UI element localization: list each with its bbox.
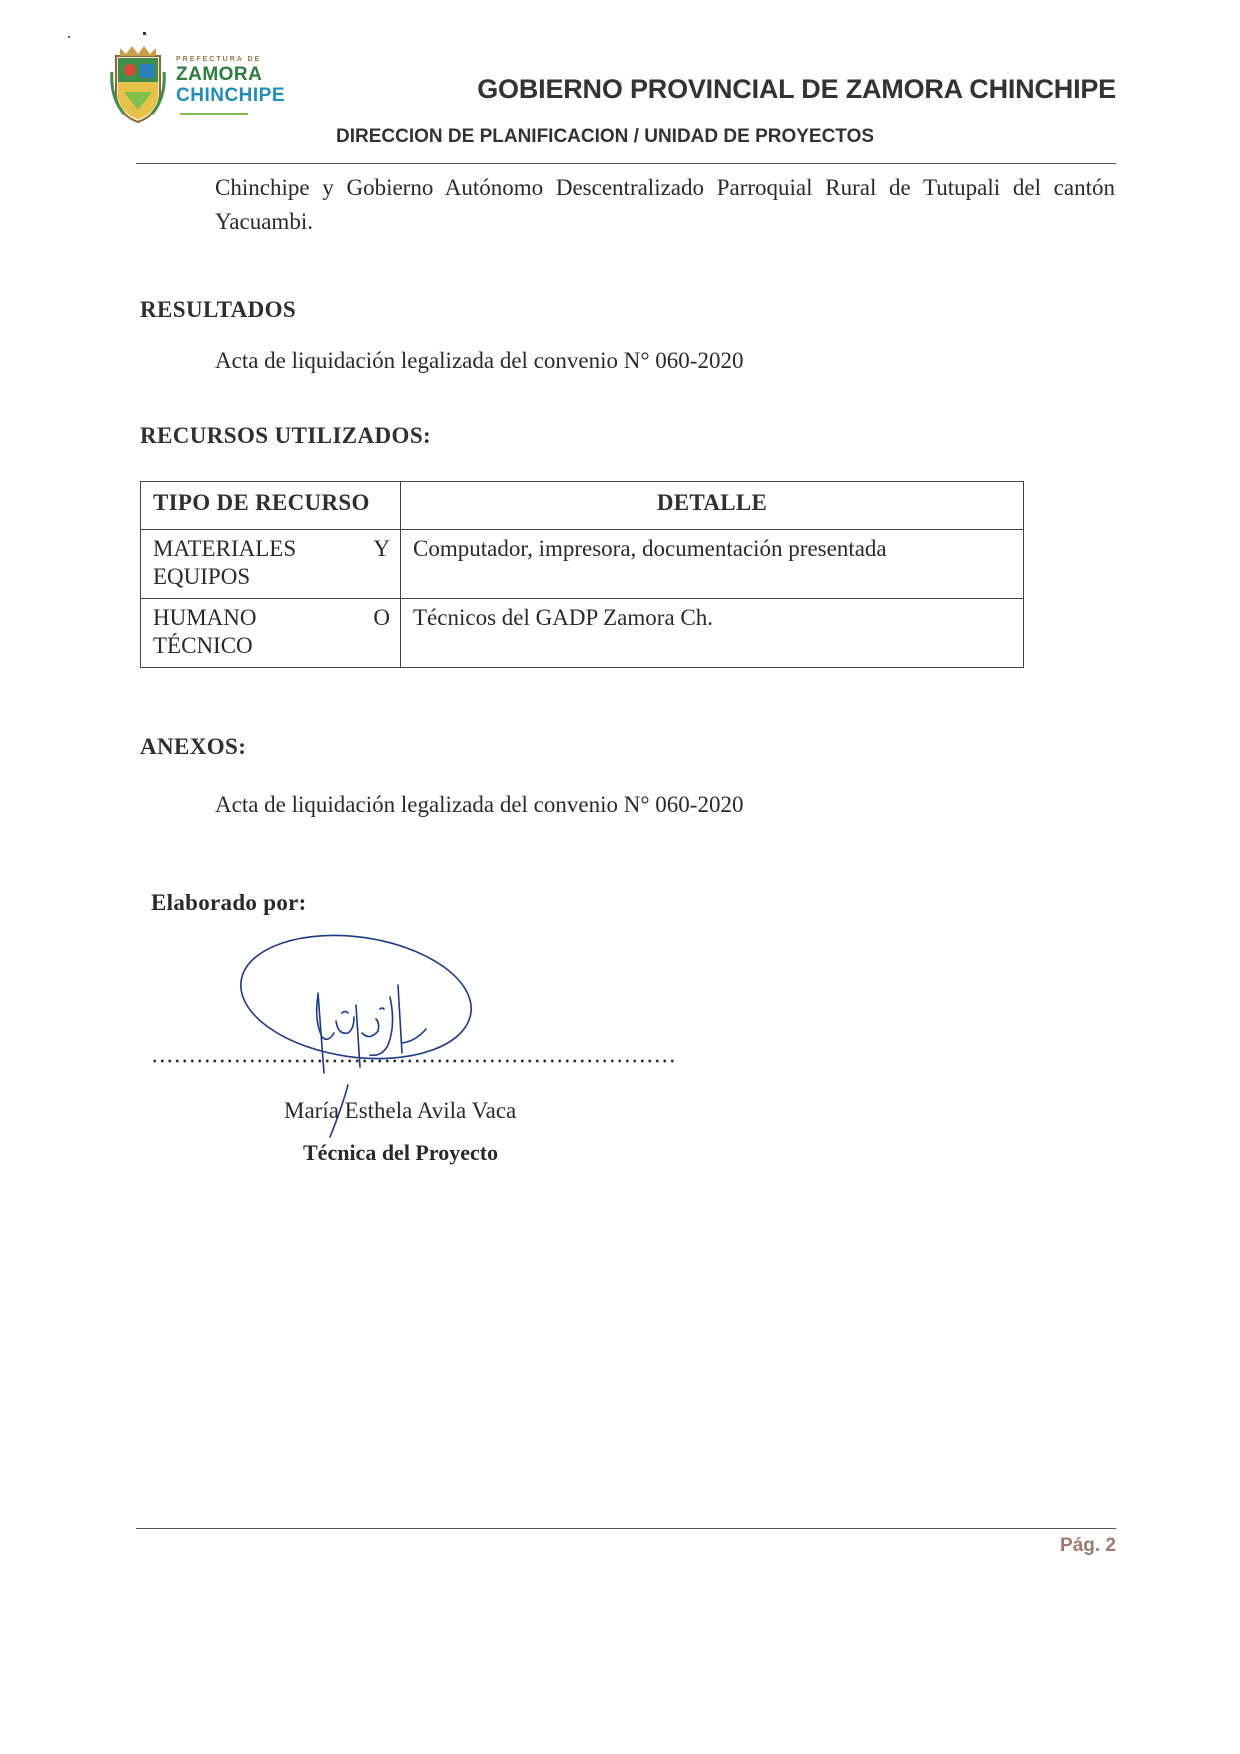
- table-row: [141, 530, 1024, 599]
- signer-role: Técnica del Proyecto: [303, 1140, 499, 1165]
- results-heading: RESULTADOS: [140, 297, 297, 322]
- footer-divider: [136, 1528, 1116, 1529]
- logo-underline: [180, 113, 248, 115]
- header-divider: [136, 163, 1116, 164]
- resource-type-line1: MATERIALES Y: [153, 536, 390, 561]
- scan-speck: [68, 36, 70, 38]
- page-number: Pág. 2: [1060, 1535, 1116, 1556]
- column-header-detail: DETALLE: [401, 482, 1024, 530]
- prepared-by-label: Elaborado por:: [151, 890, 307, 915]
- signer-name: María Esthela Avila Vaca: [284, 1098, 517, 1123]
- resource-type-cell: [141, 530, 401, 599]
- logo-text-chinchipe: CHINCHIPE: [176, 85, 286, 106]
- resource-type-line1: HUMANO O: [153, 605, 390, 630]
- table-row: [141, 599, 1024, 668]
- table-header-row: [141, 482, 1024, 530]
- annexes-text: Acta de liquidación legalizada del convenio N° 060-2020: [215, 792, 744, 817]
- signature-line: [151, 1058, 676, 1064]
- logo-small-text: PREFECTURA DE: [176, 56, 262, 63]
- document-header-subtitle: DIRECCION DE PLANIFICACION / UNIDAD DE PROYECTOS: [336, 126, 875, 147]
- prefectura-logo: [110, 38, 290, 128]
- column-header-type: TIPO DE RECURSO: [141, 482, 401, 530]
- resource-type-line2: TÉCNICO: [153, 633, 253, 658]
- logo-text-zamora: ZAMORA: [176, 64, 263, 85]
- resource-type-line2: EQUIPOS: [153, 564, 251, 589]
- coat-of-arms-icon: [110, 42, 166, 124]
- resource-detail-cell: Computador, impresora, documentación presentada: [401, 530, 1024, 599]
- resource-detail-cell: Técnicos del GADP Zamora Ch.: [401, 599, 1024, 668]
- document-header-title: GOBIERNO PROVINCIAL DE ZAMORA CHINCHIPE: [477, 74, 1116, 104]
- resource-type-cell: [141, 599, 401, 668]
- results-text: Acta de liquidación legalizada del convenio N° 060-2020: [215, 348, 744, 373]
- resources-heading: RECURSOS UTILIZADOS:: [140, 423, 432, 448]
- annexes-heading: ANEXOS:: [140, 734, 247, 759]
- intro-paragraph: Chinchipe y Gobierno Autónomo Descentralizado Parroquial Rural de Tutupali del cantón Yacuambi.: [215, 175, 1115, 234]
- resources-table: [140, 481, 1024, 668]
- scan-speck: [143, 32, 146, 35]
